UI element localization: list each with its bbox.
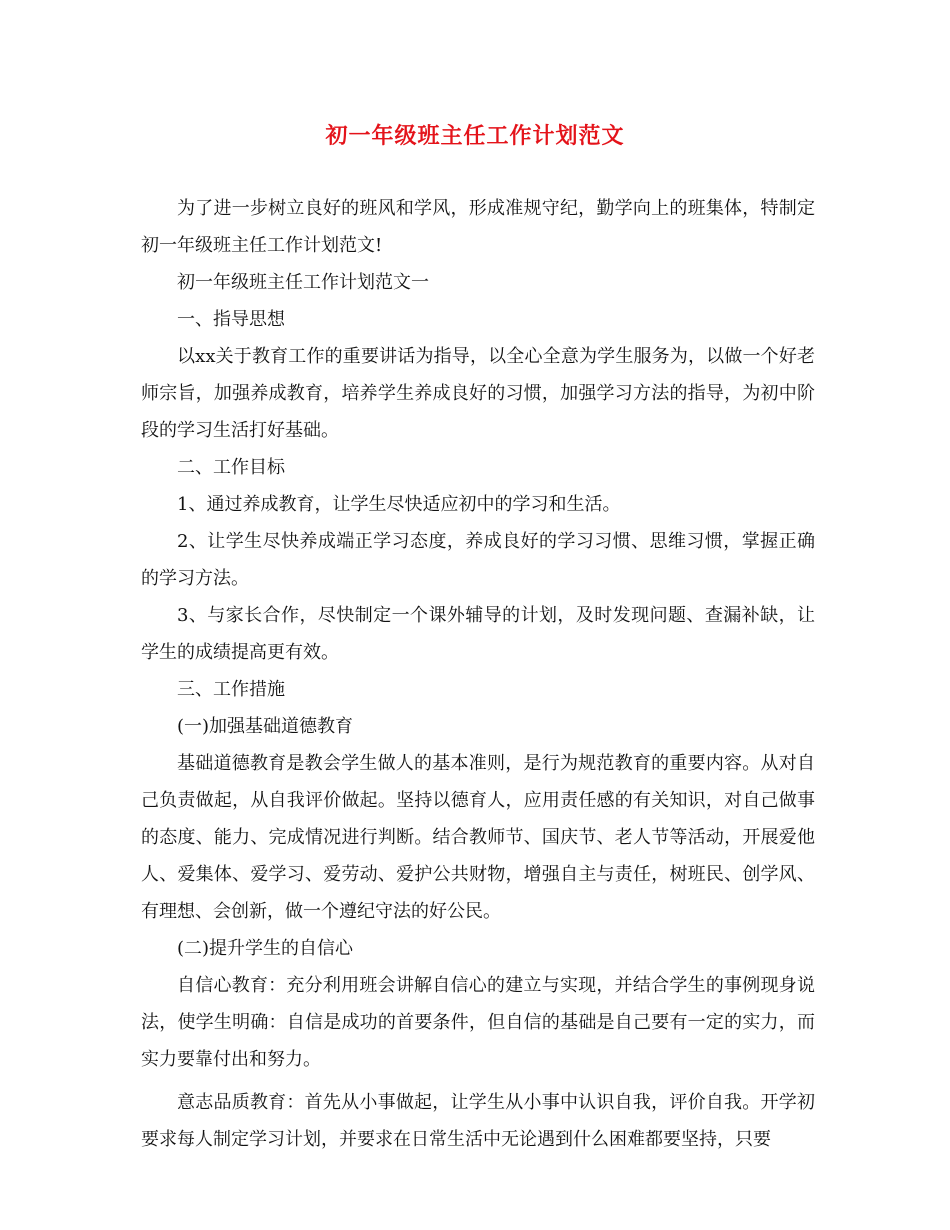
section-subtitle: 初一年级班主任工作计划范文一 (177, 272, 429, 293)
document-body (141, 190, 833, 1158)
heading-work-measures: 三、工作措施 (177, 679, 285, 700)
paragraph-guiding-ideology: 以xx关于教育工作的重要讲话为指导，以全心全意为学生服务为，以做一个好老师宗旨，加强养成教育，培养学生养成良好的习惯，加强学习方法的指导，为初中阶段的学习生活打好基础。 (141, 346, 815, 441)
paragraph-willpower: 意志品质教育：首先从小事做起，让学生从小事中认识自我，评价自我。开学初要求每人制定学习计划，并要求在日常生活中无论遇到什么困难都要坚持，只要 (141, 1092, 815, 1150)
heading-guiding-ideology: 一、指导思想 (177, 309, 285, 330)
goal-item-3: 3、与家长合作，尽快制定一个课外辅导的计划，及时发现问题、查漏补缺，让学生的成绩提高更有效。 (141, 605, 815, 663)
subheading-moral-education: (一)加强基础道德教育 (177, 716, 354, 737)
intro-paragraph: 为了进一步树立良好的班风和学风，形成准规守纪，勤学向上的班集体，特制定 初一年级班主任工作计划范文! (141, 198, 833, 256)
goal-item-2: 2、让学生尽快养成端正学习态度，养成良好的学习习惯、思维习惯，掌握正确的学习方法。 (141, 531, 815, 589)
subheading-self-confidence: (二)提升学生的自信心 (177, 938, 354, 959)
document-title: 初一年级班主任工作计划范文 (325, 123, 625, 149)
heading-work-goals: 二、工作目标 (177, 457, 285, 478)
paragraph-self-confidence: 自信心教育：充分利用班会讲解自信心的建立与实现，并结合学生的事例现身说法，使学生明确：自信是成功的首要条件，但自信的基础是自己要有一定的实力，而实力要靠付出和努力。 (141, 975, 815, 1070)
goal-item-1: 1、通过养成教育，让学生尽快适应初中的学习和生活。 (177, 494, 621, 515)
paragraph-moral-education: 基础道德教育是教会学生做人的基本准则，是行为规范教育的重要内容。从对自己负责做起，从自我评价做起。坚持以德育人，应用责任感的有关知识，对自己做事的态度、能力、完成情况进行判断。结合教师节、国庆节、老人节等活动，开展爱他人、爱集体、爱学习、爱劳动、爱护公共财物，增强自主与责任，树班民、创学风、有理想、会创新，做一个遵纪守法的好公民。 (141, 753, 815, 922)
